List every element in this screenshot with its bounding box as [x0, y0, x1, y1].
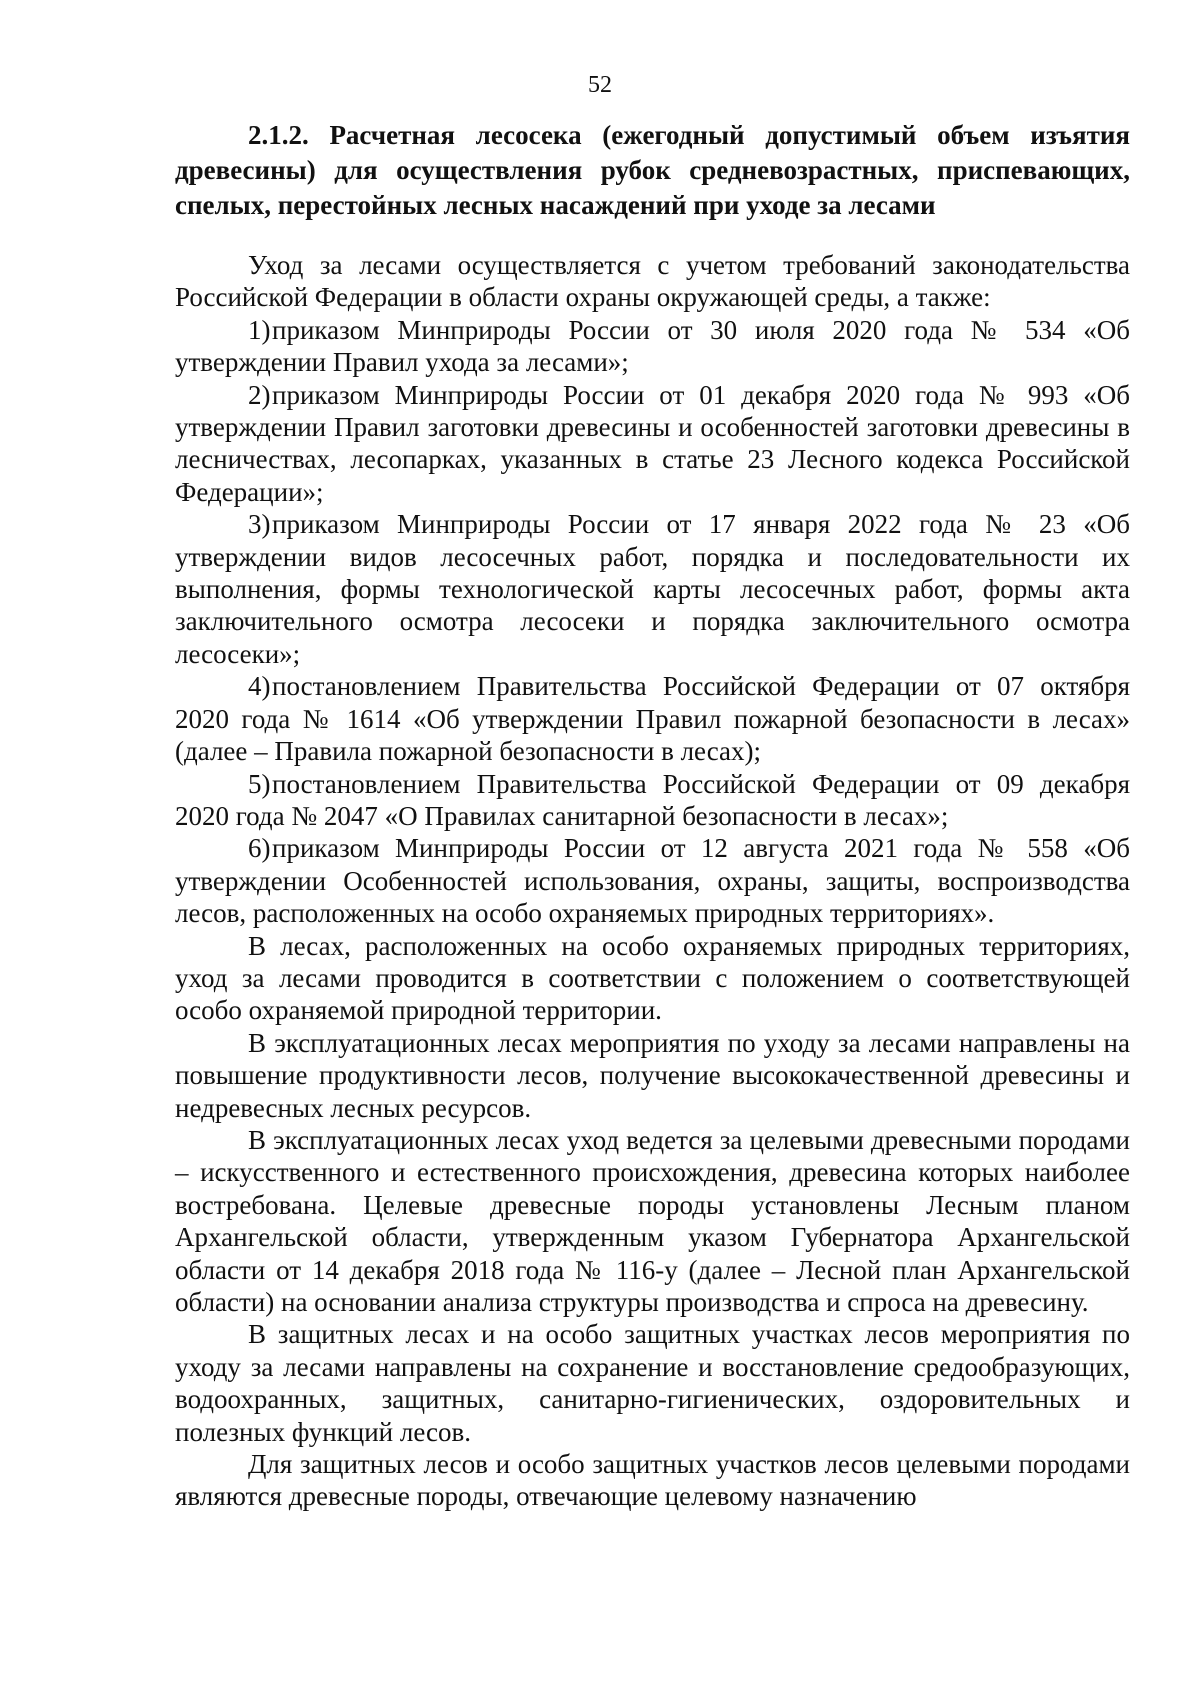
list-item-text: приказом Минприроды России от 17 января 2022 года № 23 «Об утверждении видов лесосечных работ, порядка и последовательности их выполнения, формы технологической карты лесосечных работ, формы акта заключительного осмотра лесосеки и порядка заключительного осмотра лесосеки»;: [175, 509, 1130, 669]
list-item: [175, 832, 1130, 929]
list-item: [175, 508, 1130, 670]
list-item-text: постановлением Правительства Российской Федерации от 07 октября 2020 года № 1614 «Об утверждении Правил пожарной безопасности в лесах» (далее – Правила пожарной безопасности в лесах);: [175, 671, 1130, 767]
list-item-text: приказом Минприроды России от 30 июля 2020 года № 534 «Об утверждении Правил ухода за лесами»;: [175, 314, 1130, 378]
list-item-text: приказом Минприроды России от 01 декабря 2020 года № 993 «Об утверждении Правил заготовки древесины и особенностей заготовки древесины в лесничествах, лесопарках, указанных в статье 23 Лесного кодекса Российской Федерации»;: [175, 379, 1130, 507]
list-item-number: 4): [248, 671, 271, 702]
section-number: 2.1.2.: [248, 120, 309, 150]
list-item: [175, 314, 1130, 379]
list-item-text: постановлением Правительства Российской Федерации от 09 декабря 2020 года № 2047 «О Правилах санитарной безопасности в лесах»;: [175, 768, 1130, 831]
body-paragraph: В эксплуатационных лесах мероприятия по уходу за лесами направлены на повышение продуктивности лесов, получение высококачественной древесины и недревесных лесных ресурсов.: [175, 1027, 1130, 1123]
body-paragraph: В защитных лесах и на особо защитных участках лесов мероприятия по уходу за лесами направлены на сохранение и восстановление средообразующих, водоохранных, защитных, санитарно-гигиенических, оздоровительных и полезных функций лесов.: [175, 1319, 1130, 1447]
body-paragraph: В лесах, расположенных на особо охраняемых природных территориях, уход за лесами проводится в соответствии с положением о соответствующей особо охраняемой природной территории.: [175, 930, 1130, 1026]
body-paragraph: Для защитных лесов и особо защитных участков лесов целевыми породами являются древесные породы, отвечающие целевому назначению: [175, 1449, 1130, 1512]
document-body: [175, 118, 1130, 1513]
list-item: [175, 670, 1130, 767]
list-item-text: приказом Минприроды России от 12 августа 2021 года № 558 «Об утверждении Особенностей использования, охраны, защиты, воспроизводства лесов, расположенных на особо охраняемых природных территориях».: [175, 833, 1130, 929]
section-title: Расчетная лесосека (ежегодный допустимый объем изъятия древесины) для осуществления рубок средневозрастных, приспевающих, спелых, перестойных лесных насаждений при уходе за лесами: [175, 120, 1130, 220]
list-item-number: 6): [248, 833, 271, 864]
list-item-number: 1): [248, 314, 271, 345]
body-paragraph: В эксплуатационных лесах уход ведется за целевыми древесными породами – искусственного и естественного происхождения, древесина которых наиболее востребована. Целевые древесные породы установлены Лесным планом Архангельской области, утвержденным указом Губернатора Архангельской области от 14 декабря 2018 года № 116-у (далее – Лесной план Архангельской области) на основании анализа структуры производства и спроса на древесину.: [175, 1124, 1130, 1317]
list-item-number: 5): [248, 768, 271, 799]
page-number: 52: [588, 72, 612, 98]
list-item-number: 3): [248, 509, 271, 540]
list-item-number: 2): [248, 379, 271, 410]
section-heading: [175, 118, 1130, 223]
list-item: [175, 768, 1130, 833]
list-item: [175, 379, 1130, 509]
intro-paragraph: Уход за лесами осуществляется с учетом требований законодательства Российской Федерации в области охраны окружающей среды, а также:: [175, 250, 1130, 313]
